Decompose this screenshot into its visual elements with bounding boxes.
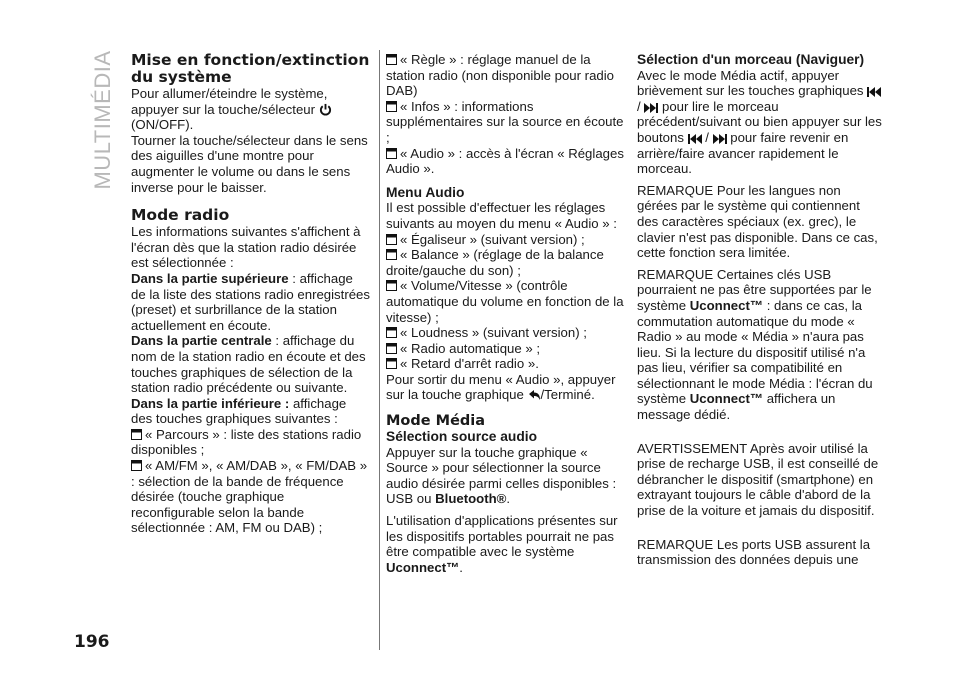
- list-item: [131, 427, 371, 458]
- paragraph: [386, 372, 626, 403]
- page-number: 196: [74, 632, 110, 652]
- uconnect-term: Uconnect™: [689, 391, 764, 407]
- text: Appuyer sur la touche graphique « Source » pour sélectionner la source audio désirée parmi celles disponibles : USB ou: [386, 444, 617, 507]
- text: Avec le mode Média actif, appuyer brièvement sur les touches graphiques: [637, 67, 868, 99]
- previous-track-icon: [867, 87, 881, 97]
- text: : affichage de la liste des stations radio enregistrées (preset) et surbrillance de la station actuellement en écoute.: [131, 270, 370, 333]
- list-item: [386, 247, 626, 278]
- heading-radio: Mode radio: [131, 206, 230, 225]
- list-item: [386, 341, 626, 357]
- text: REMARQUE Certaines clés USB pourraient ne pas être supportées par le système: [637, 266, 872, 313]
- heading-track: Sélection d'un morceau (Naviguer): [637, 52, 865, 67]
- paragraph: [386, 445, 626, 507]
- paragraph: [386, 513, 626, 575]
- back-arrow-icon: [528, 389, 541, 401]
- text: « Audio » : accès à l'écran « Réglages Audio ».: [386, 145, 624, 177]
- column-2: [386, 52, 626, 575]
- term: Dans la partie inférieure :: [131, 395, 290, 411]
- section-tab-label: MULTIMÉDIA: [90, 50, 115, 190]
- paragraph: [131, 333, 371, 395]
- paragraph: [131, 271, 371, 333]
- text: .: [506, 491, 511, 507]
- list-item: [386, 325, 626, 341]
- list-item: [386, 99, 626, 146]
- paragraph: Les informations suivantes s'affichent à l'écran dès que la station radio désirée est sélectionnée :: [131, 224, 361, 271]
- uconnect-term: Uconnect™: [689, 297, 764, 313]
- paragraph: REMARQUE Pour les langues non gérées par le système qui contiennent des caractères spéciaux (ex. grec), le clavier n'est pas disponible. Dans ce cas, cette fonction sera limitée.: [637, 182, 878, 261]
- text: « Parcours » : liste des stations radio disponibles ;: [131, 426, 362, 458]
- bullet-icon: [386, 358, 397, 369]
- paragraph: [637, 267, 882, 423]
- text: « Égaliseur » (suivant version) ;: [400, 231, 585, 247]
- bullet-icon: [386, 249, 397, 260]
- heading-media: Mode Média: [386, 413, 486, 430]
- text: .: [459, 559, 463, 575]
- text: pour faire revenir en arrière/faire avancer rapidement le morceau.: [637, 129, 849, 177]
- column-3: [637, 52, 882, 568]
- text: affichera un message dédié.: [637, 391, 836, 423]
- text: « Radio automatique » ;: [400, 340, 541, 356]
- bullet-icon: [131, 460, 142, 471]
- paragraph: [131, 86, 371, 133]
- text: « AM/FM », « AM/DAB », « FM/DAB » : sélection de la bande de fréquence désirée (touche graphique reconfigurable selon la bande sélectionnée : AM, FM ou DAB) ;: [131, 458, 368, 536]
- bullet-icon: [386, 343, 397, 354]
- text: Pour sortir du menu « Audio », appuyer sur la touche graphique: [386, 371, 616, 403]
- uconnect-term: Uconnect™: [386, 559, 460, 575]
- bullet-icon: [386, 327, 397, 338]
- list-item: [386, 232, 626, 248]
- bullet-icon: [386, 280, 397, 291]
- list-item: [386, 356, 626, 372]
- paragraph: [131, 396, 371, 427]
- heading-source: Sélection source audio: [386, 429, 538, 445]
- text: /: [701, 129, 713, 145]
- text: pour lire le morceau précédent/suivant ou bien appuyer sur les boutons: [637, 98, 882, 145]
- list-item: [131, 458, 371, 536]
- power-icon: [319, 103, 332, 116]
- paragraph: REMARQUE Les ports USB assurent la transmission des données depuis une: [637, 536, 871, 568]
- list-item: [386, 278, 626, 325]
- text: (ON/OFF).: [131, 117, 194, 133]
- text: L'utilisation d'applications présentes sur les dispositifs portables pourrait ne pas être compatible avec le système: [386, 513, 618, 560]
- column-divider: [379, 50, 380, 650]
- list-item: [386, 146, 626, 177]
- bluetooth-term: Bluetooth®: [435, 491, 507, 507]
- term: Dans la partie supérieure: [131, 270, 289, 286]
- text: « Balance » (réglage de la balance droite/gauche du son) ;: [386, 247, 604, 278]
- column-1: [131, 52, 371, 536]
- next-track-icon: [713, 134, 727, 144]
- bullet-icon: [386, 101, 397, 112]
- term: Dans la partie centrale: [131, 333, 272, 349]
- previous-track-icon: [688, 134, 702, 144]
- text: : dans ce cas, la commutation automatique du mode « Radio » au mode « Média » n'aura pas lieu. Si la lecture du dispositif utilisé n'a pas lieu, vérifier sa compatibilité en sélectionnant le mode Média : l'écran du système: [637, 297, 873, 407]
- text: « Loudness » (suivant version) ;: [400, 325, 587, 341]
- next-track-icon: [644, 103, 658, 113]
- text: « Règle » : réglage manuel de la station radio (non disponible pour radio DAB): [386, 52, 614, 99]
- list-item: [386, 52, 626, 99]
- bullet-icon: [386, 234, 397, 245]
- section-tab: [86, 50, 120, 190]
- paragraph: Tourner la touche/sélecteur dans le sens des aiguilles d'une montre pour augmenter le volume ou dans le sens inverse pour le baisser.: [131, 132, 368, 195]
- text: /Terminé.: [540, 387, 595, 403]
- paragraph: AVERTISSEMENT Après avoir utilisé la prise de recharge USB, il est conseillé de débrancher le dispositif (smartphone) en extrayant toujours le câble d'abord de la prise de la voiture et jamais du dispositif.: [637, 440, 879, 519]
- bullet-icon: [131, 429, 142, 440]
- text: affichage des touches graphiques suivantes :: [131, 395, 347, 427]
- text: Pour allumer/éteindre le système, appuyer sur la touche/sélecteur: [131, 86, 328, 117]
- text: « Retard d'arrêt radio ».: [400, 356, 539, 372]
- bullet-icon: [386, 148, 397, 159]
- heading-audio-menu: Menu Audio: [386, 184, 465, 200]
- text: : affichage du nom de la station radio en écoute et des touches graphiques de sélection de la station radio précédente ou suivante.: [131, 333, 366, 396]
- heading-power: Mise en fonction/extinction du système: [131, 51, 370, 86]
- bullet-icon: [386, 54, 397, 65]
- text: /: [637, 98, 645, 114]
- text: « Volume/Vitesse » (contrôle automatique du volume en fonction de la vitesse) ;: [386, 278, 624, 325]
- paragraph: Il est possible d'effectuer les réglages suivants au moyen du menu « Audio » :: [386, 200, 617, 231]
- paragraph: [637, 68, 882, 177]
- text: « Infos » : informations supplémentaires sur la source en écoute ;: [386, 98, 624, 145]
